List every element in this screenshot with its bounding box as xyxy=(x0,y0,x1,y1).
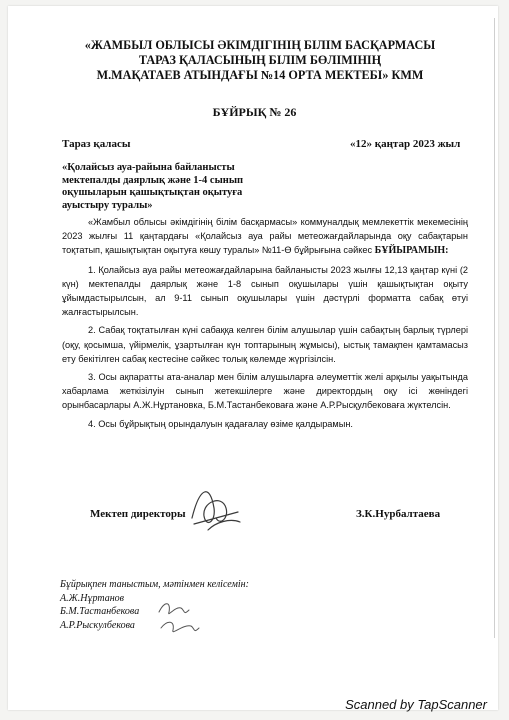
order-subject xyxy=(62,162,292,212)
scanner-watermark: Scanned by TapScanner xyxy=(345,697,487,712)
body-item-4: 4. Осы бұйрықтың орындалуын қадағалау өзіме қалдырамын. xyxy=(88,418,353,429)
subject-line-2: мектепалды даярлық және 1-4 сынып xyxy=(62,174,244,186)
subject-line-1: «Қолайсыз ауа-райына байланысты xyxy=(62,162,235,173)
order-body xyxy=(62,215,468,431)
signature-scribble-director xyxy=(186,478,244,538)
body-item-3: 3. Осы ақпаратты ата-аналар мен білім алушыларға әлеуметтік желі арқылы уақытында хабарлама жеткізілуін сынып жетекшілерге және директордың оқу ісі жөніндегі орынбасарлары А.Ж.Нұртановка, Б.М.Тастанбековаға және А.Р.Рысқулбековаға жүктелсін. xyxy=(62,372,468,411)
header-line-3: М.МАҚАТАЕВ АТЫНДАҒЫ №14 ОРТА МЕКТЕБІ» КММ xyxy=(96,68,424,82)
directive-word: БҰЙЫРАМЫН: xyxy=(374,245,449,257)
order-date: «12» қаңтар 2023 жыл xyxy=(350,138,461,150)
acknowledgement-intro: Бұйрықпен таныстым, мәтінмен келісемін: xyxy=(60,579,249,590)
body-item-1: 1. Қолайсыз ауа райы метеожағдайларына байланысты 2023 жылғы 12,13 қаңтар күні (2 күн) мектепалды даярлық және 1-8 сынып оқушылары үшін қашықтықтан оқыту ұйымдастырылсын, ал 9-11 сынып оқушылары үшін дәстүрлі форматта сабақ өтуі жалғастырылсын. xyxy=(62,264,468,318)
subject-line-4: ауыстыру туралы» xyxy=(62,199,153,211)
acknowledgement-name: А.Ж.Нұртанов xyxy=(60,592,125,604)
signature-scribble-staff xyxy=(155,598,211,638)
body-item-2: 2. Сабақ тоқтатылған күні сабаққа келген білім алушылар үшін сабақтың барлық түрлері (оқу, қосымша, үйірмелік, ұзартылған күн топтарының жұмысы), ыстық тамақпен қамтамасыз ету бекітілген сабақ кестесіне сәйкес толық көлемде жүргізілсін. xyxy=(62,325,468,364)
acknowledgement-name: Б.М.Тастанбекова xyxy=(60,606,140,617)
institution-header xyxy=(40,38,480,83)
subject-line-3: оқушыларын қашықтықтан оқытуға xyxy=(62,187,243,198)
order-title: БҰЙРЫҚ № 26 xyxy=(212,105,297,119)
body-intro-paragraph xyxy=(62,215,468,259)
director-position: Мектеп директоры xyxy=(90,508,186,520)
director-name: З.К.Нурбалтаева xyxy=(356,508,441,520)
body-intro: «Жамбыл облысы әкімдігінің білім басқармасы» коммуналдық мемлекеттік мекемесінің 2023 жылғы 11 қаңтардағы «Қолайсыз ауа райы метеожағдайларында оқу сабақтарын тоқтатып, қашықтықтан оқытуға көшу туралы» №11-Ө бұйрығына сәйкес xyxy=(62,217,468,256)
header-line-1: «ЖАМБЫЛ ОБЛЫСЫ ӘКІМДІГІНІҢ БІЛІМ БАСҚАРМАСЫ xyxy=(84,38,436,52)
acknowledgement-name: А.Р.Рыскулбекова xyxy=(60,619,135,631)
order-place: Тараз қаласы xyxy=(62,138,131,150)
header-line-2: ТАРАЗ ҚАЛАСЫНЫҢ БІЛІМ БӨЛІМІНІҢ xyxy=(138,53,382,67)
